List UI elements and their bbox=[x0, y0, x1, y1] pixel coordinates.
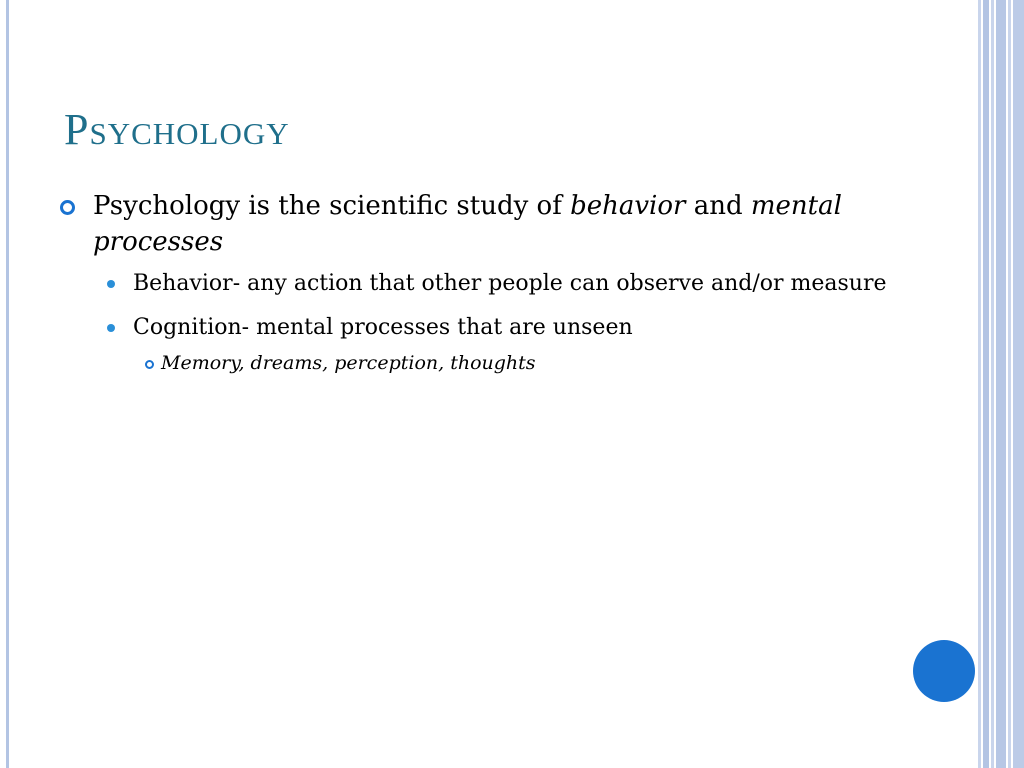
left-border-stripe bbox=[6, 0, 9, 768]
right-border-stripe bbox=[983, 0, 989, 768]
dot-bullet-icon bbox=[107, 280, 115, 288]
bullet-emphasis: behavior bbox=[570, 191, 686, 221]
sub-bullet-point bbox=[107, 268, 900, 300]
bullet-point bbox=[60, 188, 900, 260]
right-border-stripe bbox=[978, 0, 981, 768]
sub-bullet-point bbox=[107, 312, 900, 344]
bullet-emphasis: mental processes bbox=[93, 191, 842, 257]
ring-bullet-icon bbox=[60, 200, 75, 215]
sub-sub-bullet-point bbox=[145, 350, 900, 376]
right-border-stripe bbox=[996, 0, 1006, 768]
decorative-circle bbox=[913, 640, 975, 702]
sub-sub-bullet-text: Memory, dreams, perception, thoughts bbox=[161, 352, 536, 374]
small-ring-bullet-icon bbox=[145, 360, 154, 369]
right-border-stripe bbox=[1008, 0, 1011, 768]
sub-bullet-text: Behavior- any action that other people can observe and/or measure bbox=[133, 271, 887, 296]
right-border-stripe bbox=[991, 0, 994, 768]
bullet-text: and bbox=[685, 191, 751, 221]
sub-bullet-text: Cognition- mental processes that are unseen bbox=[133, 315, 633, 340]
bullet-text: Psychology is the scientific study of bbox=[93, 191, 571, 221]
slide-title: Psychology bbox=[64, 105, 290, 154]
slide-body bbox=[60, 188, 900, 376]
right-border-stripe bbox=[1013, 0, 1024, 768]
dot-bullet-icon bbox=[107, 324, 115, 332]
